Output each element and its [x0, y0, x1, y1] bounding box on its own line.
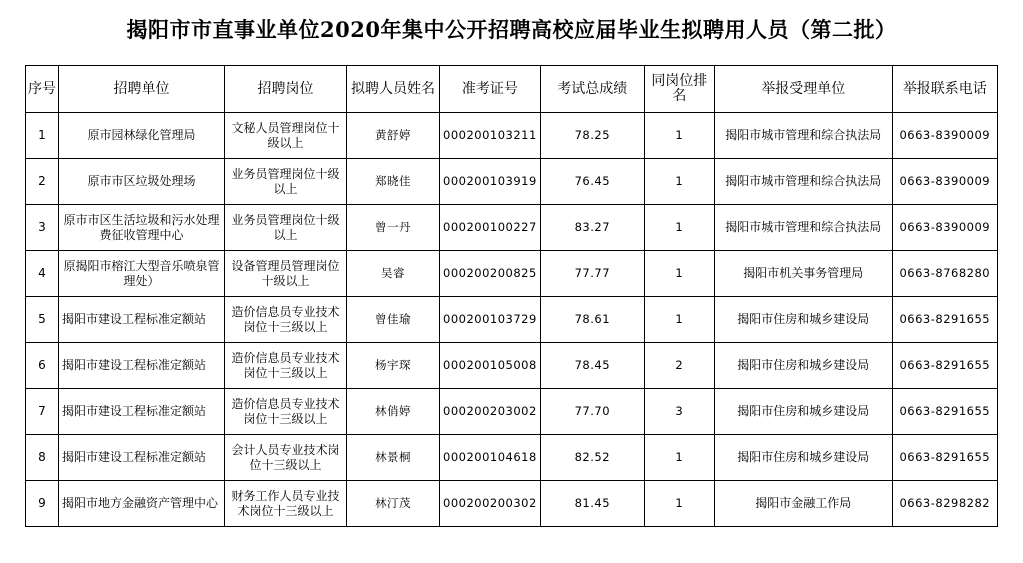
cell-rank: 1 [644, 251, 714, 297]
cell-phone: 0663-8291655 [892, 343, 997, 389]
cell-post: 财务工作人员专业技术岗位十三级以上 [225, 481, 347, 527]
cell-exam-id: 000200100227 [440, 205, 541, 251]
cell-rank: 1 [644, 159, 714, 205]
cell-unit: 揭阳市地方金融资产管理中心 [59, 481, 225, 527]
cell-post: 设备管理员管理岗位十级以上 [225, 251, 347, 297]
cell-unit: 原揭阳市榕江大型音乐喷泉管理处） [59, 251, 225, 297]
table-row [26, 435, 998, 481]
cell-exam-id: 000200103919 [440, 159, 541, 205]
cell-post: 业务员管理岗位十级以上 [225, 205, 347, 251]
cell-name: 曾佳瑜 [347, 297, 440, 343]
cell-report-unit: 揭阳市城市管理和综合执法局 [714, 205, 892, 251]
cell-name: 吴睿 [347, 251, 440, 297]
cell-score: 78.25 [540, 113, 644, 159]
cell-name: 林汀茂 [347, 481, 440, 527]
col-header-post: 招聘岗位 [225, 66, 347, 113]
col-header-no: 序号 [26, 66, 59, 113]
table-header-row [26, 66, 998, 113]
cell-post: 造价信息员专业技术岗位十三级以上 [225, 343, 347, 389]
cell-rank: 1 [644, 435, 714, 481]
cell-score: 77.77 [540, 251, 644, 297]
cell-phone: 0663-8390009 [892, 205, 997, 251]
cell-rank: 1 [644, 205, 714, 251]
cell-score: 78.45 [540, 343, 644, 389]
cell-unit: 原市市区垃圾处理场 [59, 159, 225, 205]
cell-no: 2 [26, 159, 59, 205]
cell-no: 4 [26, 251, 59, 297]
cell-no: 3 [26, 205, 59, 251]
col-header-score: 考试总成绩 [540, 66, 644, 113]
cell-no: 1 [26, 113, 59, 159]
cell-exam-id: 000200104618 [440, 435, 541, 481]
cell-exam-id: 000200103729 [440, 297, 541, 343]
cell-rank: 1 [644, 297, 714, 343]
cell-exam-id: 000200200302 [440, 481, 541, 527]
cell-phone: 0663-8768280 [892, 251, 997, 297]
cell-report-unit: 揭阳市住房和城乡建设局 [714, 343, 892, 389]
recruitment-table [25, 65, 998, 527]
cell-name: 黄舒婷 [347, 113, 440, 159]
cell-score: 78.61 [540, 297, 644, 343]
cell-rank: 3 [644, 389, 714, 435]
col-header-rank: 同岗位排名 [644, 66, 714, 113]
col-header-name: 拟聘人员姓名 [347, 66, 440, 113]
cell-report-unit: 揭阳市金融工作局 [714, 481, 892, 527]
cell-report-unit: 揭阳市住房和城乡建设局 [714, 297, 892, 343]
cell-report-unit: 揭阳市机关事务管理局 [714, 251, 892, 297]
cell-unit: 揭阳市建设工程标准定额站 [59, 389, 225, 435]
table-row [26, 343, 998, 389]
cell-phone: 0663-8390009 [892, 159, 997, 205]
cell-exam-id: 000200103211 [440, 113, 541, 159]
cell-post: 造价信息员专业技术岗位十三级以上 [225, 297, 347, 343]
col-header-phone: 举报联系电话 [892, 66, 997, 113]
cell-exam-id: 000200200825 [440, 251, 541, 297]
cell-unit: 原市市区生活垃圾和污水处理费征收管理中心 [59, 205, 225, 251]
cell-post: 文秘人员管理岗位十级以上 [225, 113, 347, 159]
cell-exam-id: 000200105008 [440, 343, 541, 389]
cell-unit: 揭阳市建设工程标准定额站 [59, 343, 225, 389]
cell-post: 会计人员专业技术岗位十三级以上 [225, 435, 347, 481]
page-title: 揭阳市市直事业单位2020年集中公开招聘高校应届毕业生拟聘用人员（第二批） [126, 17, 897, 42]
cell-name: 林俏婷 [347, 389, 440, 435]
cell-report-unit: 揭阳市城市管理和综合执法局 [714, 113, 892, 159]
cell-report-unit: 揭阳市住房和城乡建设局 [714, 435, 892, 481]
cell-score: 82.52 [540, 435, 644, 481]
cell-score: 81.45 [540, 481, 644, 527]
cell-name: 林景桐 [347, 435, 440, 481]
cell-phone: 0663-8390009 [892, 113, 997, 159]
table-row [26, 205, 998, 251]
table-row [26, 113, 998, 159]
cell-phone: 0663-8291655 [892, 389, 997, 435]
table-row [26, 389, 998, 435]
cell-rank: 1 [644, 481, 714, 527]
cell-exam-id: 000200203002 [440, 389, 541, 435]
cell-score: 77.70 [540, 389, 644, 435]
table-row [26, 251, 998, 297]
cell-phone: 0663-8298282 [892, 481, 997, 527]
cell-phone: 0663-8291655 [892, 435, 997, 481]
cell-no: 8 [26, 435, 59, 481]
cell-post: 造价信息员专业技术岗位十三级以上 [225, 389, 347, 435]
cell-score: 83.27 [540, 205, 644, 251]
cell-no: 9 [26, 481, 59, 527]
cell-report-unit: 揭阳市住房和城乡建设局 [714, 389, 892, 435]
col-header-report-unit: 举报受理单位 [714, 66, 892, 113]
cell-no: 5 [26, 297, 59, 343]
table-row [26, 481, 998, 527]
cell-post: 业务员管理岗位十级以上 [225, 159, 347, 205]
cell-report-unit: 揭阳市城市管理和综合执法局 [714, 159, 892, 205]
cell-name: 曾一丹 [347, 205, 440, 251]
table-row [26, 159, 998, 205]
cell-unit: 揭阳市建设工程标准定额站 [59, 435, 225, 481]
cell-phone: 0663-8291655 [892, 297, 997, 343]
cell-unit: 揭阳市建设工程标准定额站 [59, 297, 225, 343]
cell-rank: 1 [644, 113, 714, 159]
cell-score: 76.45 [540, 159, 644, 205]
cell-rank: 2 [644, 343, 714, 389]
cell-name: 郑晓佳 [347, 159, 440, 205]
cell-no: 6 [26, 343, 59, 389]
cell-no: 7 [26, 389, 59, 435]
col-header-unit: 招聘单位 [59, 66, 225, 113]
cell-name: 杨宇琛 [347, 343, 440, 389]
table-row [26, 297, 998, 343]
col-header-exam-id: 准考证号 [440, 66, 541, 113]
cell-unit: 原市园林绿化管理局 [59, 113, 225, 159]
